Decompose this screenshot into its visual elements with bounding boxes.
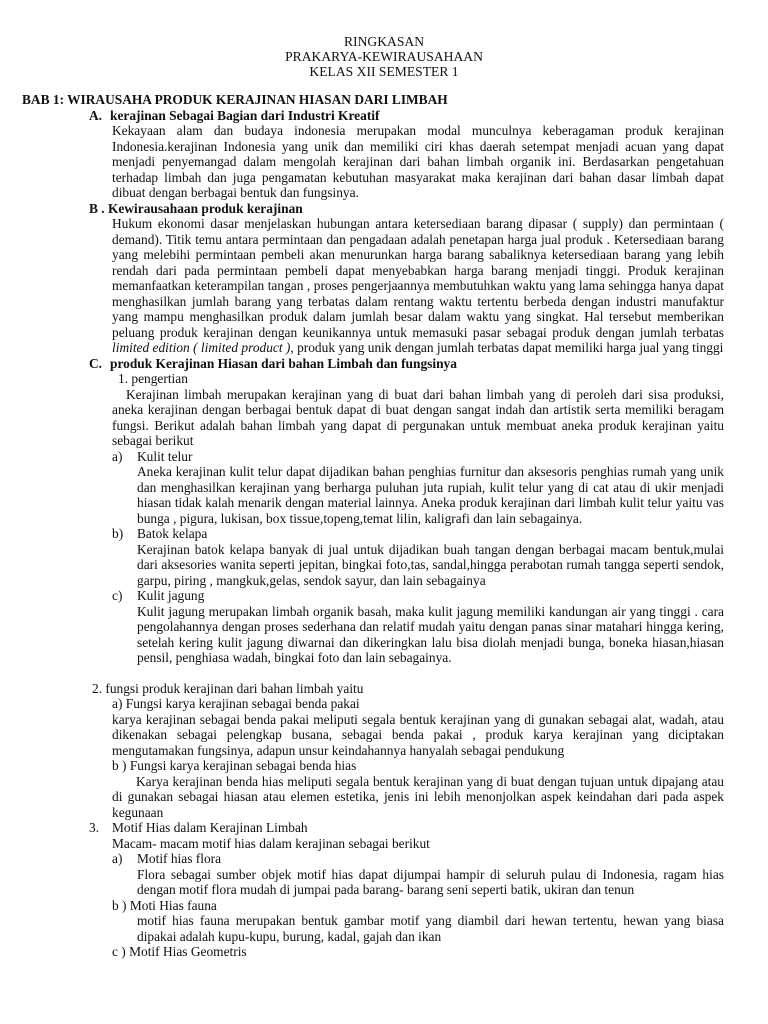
item-kulit-jagung-title: Kulit jagung xyxy=(137,588,205,603)
doc-title-line1: RINGKASAN xyxy=(343,34,425,49)
motif-title: Motif Hias dalam Kerajinan Limbah xyxy=(112,820,308,835)
item-batok-kelapa-heading xyxy=(112,526,768,542)
section-c-title: produk Kerajinan Hiasan dari bahan Limbah dan fungsinya xyxy=(110,355,457,371)
fungsi-pakai-heading: a) Fungsi karya kerajinan sebagai benda pakai xyxy=(112,696,360,711)
item-kulit-telur-title: Kulit telur xyxy=(137,448,193,464)
motif-fauna-body: motif hias fauna merupakan bentuk gambar motif yang diambil dari hewan tertentu, hewan yang biasa dipakai adalah kupu-kupu, burung, kadal, gajah dan ikan xyxy=(137,913,724,944)
section-b-body xyxy=(112,216,724,356)
section-b-body-end: produk yang unik dengan jumlah terbatas dapat memiliki harga jual yang tinggi xyxy=(293,340,724,355)
section-b-title: Kewirausahaan produk kerajinan xyxy=(108,200,303,216)
section-a-title: kerajinan Sebagai Bagian dari Industri Kreatif xyxy=(110,107,380,123)
section-b-body-italic: limited edition ( limited product ), xyxy=(112,340,294,355)
motif-intro: Macam- macam motif hias dalam kerajinan sebagai berikut xyxy=(112,835,430,851)
motif-flora-body: Flora sebagai sumber objek motif hias dapat dijumpai hampir di seluruh pulau di Indonesia, ragam hias dengan motif flora mudah di jumpai pada barang- barang seni seperti batik, ukiran dan tenun xyxy=(137,866,724,897)
motif-heading xyxy=(89,820,768,836)
section-a-heading xyxy=(89,108,768,124)
item-batok-kelapa-label: b) xyxy=(112,526,124,541)
subsection-pengertian-body: Kerajinan limbah merupakan kerajinan yang di buat dari bahan limbah yang di peroleh dari sisa produksi, aneka kerajinan dengan berbagai bentuk dapat di buat dengan sangat indah dan artistik serta memiliki beragam fungsi. Berikut adalah bahan limbah yang dapat di pergunakan untuk membuat aneka produk kerajinan yaitu sebagai berikut xyxy=(112,386,724,448)
section-a-label: A. xyxy=(89,107,103,123)
section-b-body-text: Hukum ekonomi dasar menjelaskan hubungan antara ketersediaan barang dipasar ( supply) dan permintaan ( demand). Titik temu antara permintaan dan pengadaan adalah penetapan harga jual produk . Ketersediaan barang yang melebihi permintaan pembeli akan menurunkan harga barang sabaliknya ketersediaan barang yang lebih rendah dari pada permintaan pembeli dapat menyebabkan harga barang menjadi tinggi. Produk kerajinan memanfaatkan keterampilan tangan , proses pengerjaannya membutuhkan waktu yang lama sehingga hanya dapat menghasilkan jumlah barang yang terbatas dalam rentang waktu tertentu berbeda dengan industri manufaktur yang mampu menghasilkan produk dalam jumlah besar dalam waktu yang singkat. Hal tersebut memberikan peluang produk kerajinan dengan keunikannya untuk memasuki pasar sebagai produk dengan jumlah terbatas xyxy=(112,216,724,340)
item-batok-kelapa-body: Kerajinan batok kelapa banyak di jual untuk dijadikan buah tangan dengan berbagai macam bentuk,mulai dari aksesories wanita seperti jepitan, bingkai foto,tas, sandal,hingga perabotan rumah tangga seperti sendok, garpu, piring , mangkuk,gelas, sendok sayur, dan lain sebagainya xyxy=(137,541,724,588)
section-c-label: C. xyxy=(89,355,103,371)
item-kulit-jagung-heading xyxy=(112,588,768,604)
doc-title-line3: KELAS XII SEMESTER 1 xyxy=(309,64,459,79)
motif-fauna-heading: b ) Moti Hias fauna xyxy=(112,897,217,913)
motif-flora-title: Motif hias flora xyxy=(137,851,222,866)
fungsi-pakai-body: karya kerajinan sebagai benda pakai meliputi segala bentuk kerajinan yang di gunakan sebagai alat, wadah, atau dikenakan sebagai pelengkap busana, sebagai benda pakai , produk karya kerajinan yang diciptakan mengutamakan fungsinya, adapun unsur keindahannya hanyalah sebagai pendukung xyxy=(112,711,724,758)
subsection-pengertian-heading: 1. pengertian xyxy=(118,371,188,386)
motif-flora-heading xyxy=(112,851,768,867)
section-c-heading xyxy=(89,356,768,372)
item-kulit-telur-body: Aneka kerajinan kulit telur dapat dijadikan bahan penghias furnitur dan aksesoris penghias rumah yang unik dan menghasilkan kerajinan yang berharga puluhan juta rupiah, kulit telur yang di cat atau di ukir menjadi hiasan tidak kalah menarik dengan material lainnya. Aneka produk kerajinan dari limbah kulit telur yaitu vas bunga , pigura, lukisan, box tissue,topeng,temat lilin, kaligrafi dan lain sebagainya. xyxy=(137,464,724,526)
motif-label: 3. xyxy=(89,820,100,835)
doc-title-line2: PRAKARYA-KEWIRAUSAHAAN xyxy=(285,49,483,64)
item-kulit-telur-label: a) xyxy=(112,448,123,464)
motif-geometris-heading: c ) Motif Hias Geometris xyxy=(112,944,247,959)
section-b-label: B . xyxy=(89,200,105,216)
item-batok-kelapa-title: Batok kelapa xyxy=(137,526,208,541)
item-kulit-jagung-label: c) xyxy=(112,588,123,603)
chapter-heading: BAB 1: WIRAUSAHA PRODUK KERAJINAN HIASAN DARI LIMBAH xyxy=(22,92,448,107)
section-a-body: Kekayaan alam dan budaya indonesia merupakan modal munculnya keberagaman produk kerajinan Indonesia.kerajinan Indonesia yang unik dan memiliki ciri khas daerah setempat menjadi acuan yang dapat menjadi penyemangad dalam mengolah kerajinan dari bahan limbah organik ini. Berdasarkan pengetahuan terhadap limbah dan juga pengamatan kebutuhan masyarakat maka kerajinan dari bahan dasar limbah dapat dibuat dengan berbagai bentuk dan fungsinya. xyxy=(112,123,724,200)
fungsi-hias-heading: b ) Fungsi karya kerajinan sebagai benda hias xyxy=(112,758,357,773)
section-b-heading xyxy=(89,201,768,217)
motif-flora-label: a) xyxy=(112,851,123,866)
item-kulit-telur-heading xyxy=(112,449,768,465)
fungsi-hias-body: Karya kerajinan benda hias meliputi segala bentuk kerajinan yang di buat dengan tujuan untuk dipajang atau di gunakan sebagai hiasan atau elemen estetika, jenis ini lebih menonjolkan aspek keindahan dari pada aspek kegunaan xyxy=(112,773,724,820)
fungsi-heading: 2. fungsi produk kerajinan dari bahan limbah yaitu xyxy=(92,680,364,696)
spacer xyxy=(0,666,768,681)
item-kulit-jagung-body: Kulit jagung merupakan limbah organik basah, maka kulit jagung memiliki kandungan air yang tinggi . cara pengolahannya dengan proses sederhana dan relatif mudah yaitu dengan panas sinar matahari hingga kering, setelah kering kulit jagung diwarnai dan dikeringkan lalu bisa diolah menjadi bunga, boneka hiasan,hiasan pensil, penghiasa wadah, bingkai foto dan lain sebagainya. xyxy=(137,603,724,665)
